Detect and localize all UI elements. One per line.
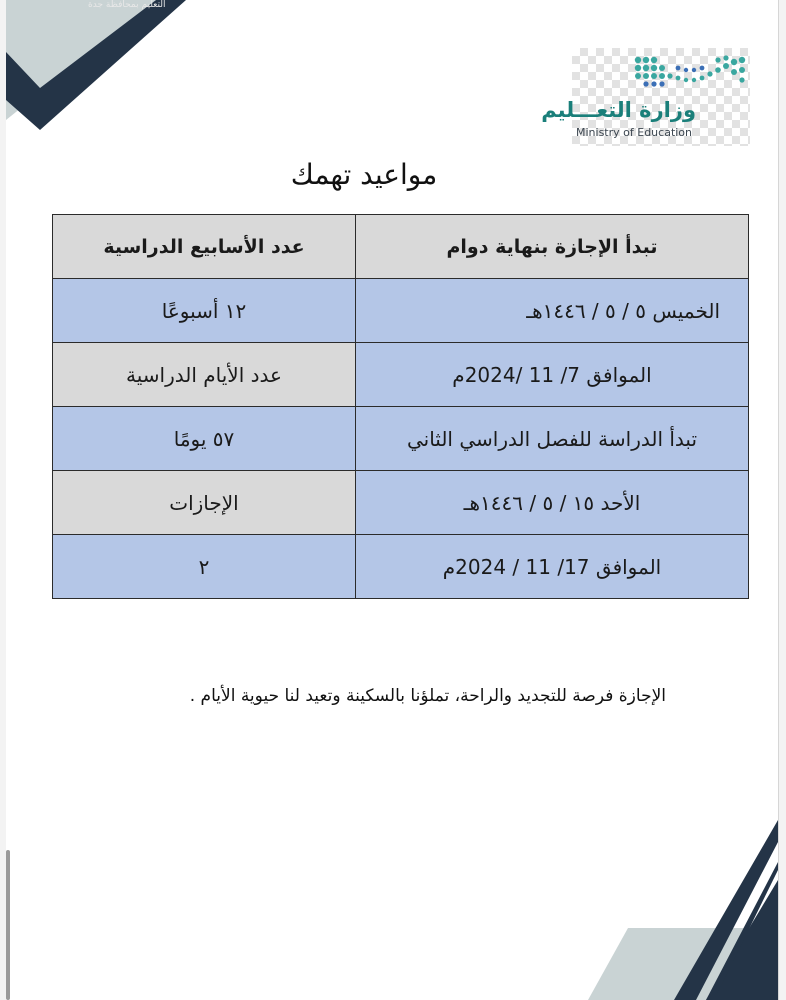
table-cell: تبدأ الدراسة للفصل الدراسي الثاني — [356, 407, 749, 471]
table-cell: ٢ — [53, 535, 356, 599]
table-row — [53, 471, 749, 535]
scrollbar[interactable] — [6, 850, 10, 1000]
table-cell: الخميس ٥ / ٥ / ١٤٤٦هـ — [356, 279, 749, 343]
table-cell: عدد الأيام الدراسية — [53, 343, 356, 407]
table-row — [53, 407, 749, 471]
table-row — [53, 343, 749, 407]
table-cell: الأحد ١٥ / ٥ / ١٤٤٦هـ — [356, 471, 749, 535]
table-header-cell: عدد الأسابيع الدراسية — [53, 215, 356, 279]
table-cell: الموافق 7/ 11 /2024م — [356, 343, 749, 407]
ministry-logo — [541, 48, 750, 146]
page-edge — [778, 0, 779, 1000]
table-cell: الإجازات — [53, 471, 356, 535]
table-header-row — [53, 215, 749, 279]
document-page — [6, 0, 778, 1000]
logo-arabic-text: وزارة التعـــليم — [541, 98, 696, 122]
page-title: مواعيد تهمك — [290, 158, 438, 191]
closing-quote: الإجازة فرصة للتجديد والراحة، تملؤنا بالسكينة وتعيد لنا حيوية الأيام . — [189, 686, 666, 706]
header-faint-text: التعليم بمحافظة جدة — [88, 0, 166, 10]
table-row — [53, 535, 749, 599]
table-row — [53, 279, 749, 343]
logo-dots-graphic — [632, 52, 748, 96]
table-cell: ١٢ أسبوعًا — [53, 279, 356, 343]
logo-english-text: Ministry of Education — [576, 126, 693, 139]
schedule-table — [52, 214, 749, 599]
table-cell: الموافق 17/ 11 / 2024م — [356, 535, 749, 599]
corner-decoration-top-left — [6, 0, 246, 140]
table-cell: ٥٧ يومًا — [53, 407, 356, 471]
table-header-cell: تبدأ الإجازة بنهاية دوام — [356, 215, 749, 279]
